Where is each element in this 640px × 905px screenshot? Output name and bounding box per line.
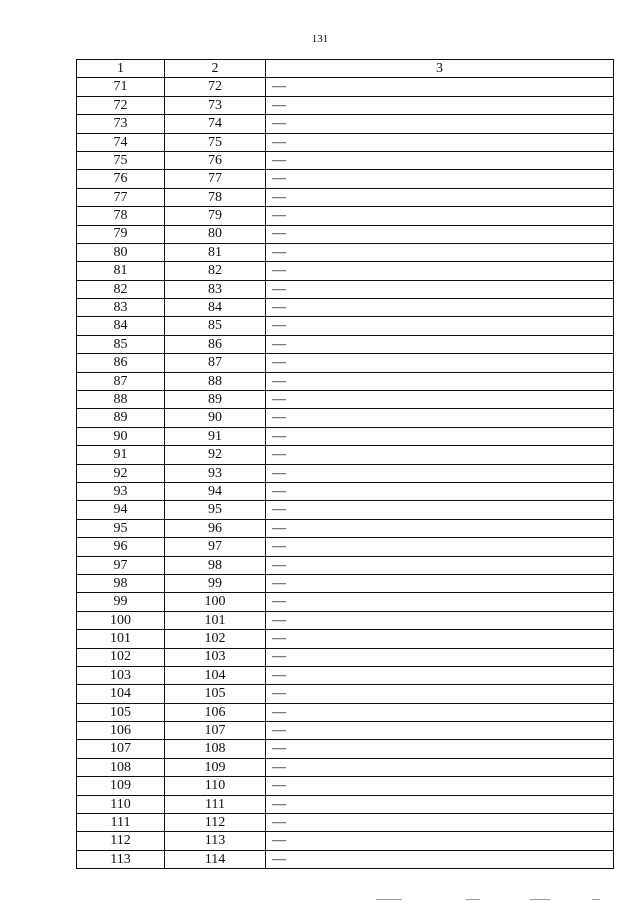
table-cell-col-1: 86 — [77, 354, 165, 372]
scan-mark — [376, 899, 402, 900]
table-cell-col-1: 95 — [77, 519, 165, 537]
table-cell-col-3: — — [266, 648, 614, 666]
table-row — [77, 501, 614, 519]
page-number: 131 — [311, 33, 329, 45]
table-row — [77, 391, 614, 409]
table-row — [77, 519, 614, 537]
table-cell-col-2: 104 — [165, 666, 266, 684]
table-body — [77, 78, 614, 869]
table-row — [77, 795, 614, 813]
table-cell-col-1: 92 — [77, 464, 165, 482]
table-cell-col-1: 88 — [77, 391, 165, 409]
table-cell-col-1: 100 — [77, 611, 165, 629]
table-cell-col-3: — — [266, 335, 614, 353]
table-cell-col-1: 98 — [77, 574, 165, 592]
table-cell-col-2: 79 — [165, 207, 266, 225]
table-cell-col-3: — — [266, 703, 614, 721]
table-row — [77, 685, 614, 703]
table-cell-col-2: 111 — [165, 795, 266, 813]
table-cell-col-2: 91 — [165, 427, 266, 445]
table-cell-col-3: — — [266, 464, 614, 482]
table-cell-col-2: 101 — [165, 611, 266, 629]
table-cell-col-2: 97 — [165, 538, 266, 556]
table-cell-col-2: 81 — [165, 243, 266, 261]
table-cell-col-1: 74 — [77, 133, 165, 151]
table-header — [77, 60, 614, 78]
table-cell-col-3: — — [266, 280, 614, 298]
table-cell-col-3: — — [266, 262, 614, 280]
table-row — [77, 262, 614, 280]
table-cell-col-2: 96 — [165, 519, 266, 537]
table-cell-col-2: 110 — [165, 777, 266, 795]
table-row — [77, 96, 614, 114]
table-cell-col-3: — — [266, 685, 614, 703]
table-cell-col-1: 104 — [77, 685, 165, 703]
data-table — [76, 59, 614, 869]
table-cell-col-1: 83 — [77, 299, 165, 317]
table-cell-col-1: 81 — [77, 262, 165, 280]
table-cell-col-2: 105 — [165, 685, 266, 703]
table-cell-col-3: — — [266, 391, 614, 409]
table-cell-col-3: — — [266, 630, 614, 648]
table-row — [77, 335, 614, 353]
table-cell-col-1: 90 — [77, 427, 165, 445]
table-cell-col-2: 113 — [165, 832, 266, 850]
table-cell-col-1: 101 — [77, 630, 165, 648]
table-cell-col-3: — — [266, 722, 614, 740]
scan-mark — [530, 899, 550, 900]
table-cell-col-3: — — [266, 593, 614, 611]
table-cell-col-1: 97 — [77, 556, 165, 574]
table-cell-col-3: — — [266, 409, 614, 427]
table-cell-col-2: 93 — [165, 464, 266, 482]
table-cell-col-1: 77 — [77, 188, 165, 206]
table-cell-col-3: — — [266, 666, 614, 684]
table-cell-col-1: 75 — [77, 151, 165, 169]
table-cell-col-2: 89 — [165, 391, 266, 409]
table-cell-col-2: 73 — [165, 96, 266, 114]
table-row — [77, 740, 614, 758]
table-cell-col-3: — — [266, 519, 614, 537]
table-cell-col-1: 105 — [77, 703, 165, 721]
table-row — [77, 225, 614, 243]
table-cell-col-2: 78 — [165, 188, 266, 206]
table-cell-col-2: 77 — [165, 170, 266, 188]
table-cell-col-2: 109 — [165, 758, 266, 776]
table-cell-col-2: 72 — [165, 78, 266, 96]
table-row — [77, 666, 614, 684]
table-row — [77, 630, 614, 648]
table-cell-col-1: 85 — [77, 335, 165, 353]
table-cell-col-3: — — [266, 207, 614, 225]
table-cell-col-2: 102 — [165, 630, 266, 648]
table-cell-col-2: 108 — [165, 740, 266, 758]
table-cell-col-3: — — [266, 427, 614, 445]
table-cell-col-1: 72 — [77, 96, 165, 114]
table-cell-col-3: — — [266, 188, 614, 206]
table-cell-col-1: 94 — [77, 501, 165, 519]
table-row — [77, 814, 614, 832]
table-cell-col-3: — — [266, 243, 614, 261]
table-cell-col-3: — — [266, 501, 614, 519]
table-cell-col-3: — — [266, 115, 614, 133]
table-cell-col-3: — — [266, 299, 614, 317]
table-cell-col-3: — — [266, 814, 614, 832]
table-cell-col-1: 78 — [77, 207, 165, 225]
table-cell-col-3: — — [266, 446, 614, 464]
table-cell-col-3: — — [266, 482, 614, 500]
table-cell-col-3: — — [266, 758, 614, 776]
table-cell-col-3: — — [266, 740, 614, 758]
table-cell-col-3: — — [266, 225, 614, 243]
table-cell-col-3: — — [266, 133, 614, 151]
table-row — [77, 556, 614, 574]
table-row — [77, 188, 614, 206]
table-cell-col-1: 91 — [77, 446, 165, 464]
table-cell-col-1: 96 — [77, 538, 165, 556]
table-cell-col-1: 112 — [77, 832, 165, 850]
table-cell-col-2: 107 — [165, 722, 266, 740]
table-cell-col-1: 99 — [77, 593, 165, 611]
table-row — [77, 722, 614, 740]
table-cell-col-1: 76 — [77, 170, 165, 188]
table-cell-col-1: 93 — [77, 482, 165, 500]
table-cell-col-1: 108 — [77, 758, 165, 776]
table-cell-col-1: 102 — [77, 648, 165, 666]
table-cell-col-2: 90 — [165, 409, 266, 427]
table-row — [77, 593, 614, 611]
table-cell-col-3: — — [266, 170, 614, 188]
scan-mark — [592, 899, 600, 900]
table-cell-col-1: 80 — [77, 243, 165, 261]
table-row — [77, 758, 614, 776]
table-row — [77, 207, 614, 225]
table-cell-col-3: — — [266, 372, 614, 390]
table-cell-col-3: — — [266, 574, 614, 592]
table-row — [77, 648, 614, 666]
table-cell-col-1: 89 — [77, 409, 165, 427]
table-row — [77, 115, 614, 133]
table-cell-col-2: 100 — [165, 593, 266, 611]
table-cell-col-2: 84 — [165, 299, 266, 317]
table-row — [77, 133, 614, 151]
table-cell-col-2: 114 — [165, 850, 266, 868]
table-cell-col-1: 113 — [77, 850, 165, 868]
table-cell-col-2: 75 — [165, 133, 266, 151]
table-row — [77, 280, 614, 298]
table-cell-col-2: 94 — [165, 482, 266, 500]
table-row — [77, 372, 614, 390]
table-cell-col-3: — — [266, 151, 614, 169]
column-header-2: 2 — [165, 60, 266, 78]
table-row — [77, 482, 614, 500]
table-row — [77, 850, 614, 868]
table-row — [77, 354, 614, 372]
scan-mark — [466, 899, 480, 900]
table-cell-col-1: 106 — [77, 722, 165, 740]
table-cell-col-3: — — [266, 78, 614, 96]
table-row — [77, 409, 614, 427]
table-cell-col-1: 107 — [77, 740, 165, 758]
table-cell-col-2: 87 — [165, 354, 266, 372]
table-row — [77, 317, 614, 335]
table-row — [77, 78, 614, 96]
table-cell-col-3: — — [266, 777, 614, 795]
table-cell-col-2: 112 — [165, 814, 266, 832]
table-cell-col-1: 84 — [77, 317, 165, 335]
table-cell-col-3: — — [266, 795, 614, 813]
table-cell-col-2: 86 — [165, 335, 266, 353]
table-cell-col-2: 99 — [165, 574, 266, 592]
footer-scan-marks — [370, 899, 610, 903]
table-cell-col-3: — — [266, 611, 614, 629]
table-row — [77, 151, 614, 169]
table-row — [77, 611, 614, 629]
table-cell-col-2: 85 — [165, 317, 266, 335]
table-cell-col-3: — — [266, 832, 614, 850]
table-cell-col-1: 103 — [77, 666, 165, 684]
table-row — [77, 703, 614, 721]
table-cell-col-1: 111 — [77, 814, 165, 832]
table-cell-col-1: 109 — [77, 777, 165, 795]
table-row — [77, 243, 614, 261]
table-cell-col-1: 79 — [77, 225, 165, 243]
table-cell-col-2: 106 — [165, 703, 266, 721]
table-cell-col-2: 74 — [165, 115, 266, 133]
table-row — [77, 464, 614, 482]
table-cell-col-3: — — [266, 96, 614, 114]
table-row — [77, 538, 614, 556]
table-row — [77, 427, 614, 445]
table-cell-col-2: 98 — [165, 556, 266, 574]
column-header-1: 1 — [77, 60, 165, 78]
table-cell-col-2: 92 — [165, 446, 266, 464]
table-cell-col-3: — — [266, 317, 614, 335]
table-cell-col-3: — — [266, 354, 614, 372]
table-row — [77, 574, 614, 592]
table-cell-col-1: 110 — [77, 795, 165, 813]
column-header-3: 3 — [266, 60, 614, 78]
table-cell-col-2: 88 — [165, 372, 266, 390]
table-header-row — [77, 60, 614, 78]
table-cell-col-3: — — [266, 538, 614, 556]
table-cell-col-2: 103 — [165, 648, 266, 666]
table-row — [77, 170, 614, 188]
table-row — [77, 299, 614, 317]
table-cell-col-2: 83 — [165, 280, 266, 298]
table-cell-col-1: 73 — [77, 115, 165, 133]
table-cell-col-2: 82 — [165, 262, 266, 280]
table-cell-col-3: — — [266, 556, 614, 574]
table-row — [77, 832, 614, 850]
table-cell-col-1: 87 — [77, 372, 165, 390]
table-cell-col-1: 71 — [77, 78, 165, 96]
table-cell-col-3: — — [266, 850, 614, 868]
table-cell-col-2: 76 — [165, 151, 266, 169]
table-cell-col-2: 95 — [165, 501, 266, 519]
table-cell-col-2: 80 — [165, 225, 266, 243]
table-row — [77, 446, 614, 464]
table-row — [77, 777, 614, 795]
table-cell-col-1: 82 — [77, 280, 165, 298]
